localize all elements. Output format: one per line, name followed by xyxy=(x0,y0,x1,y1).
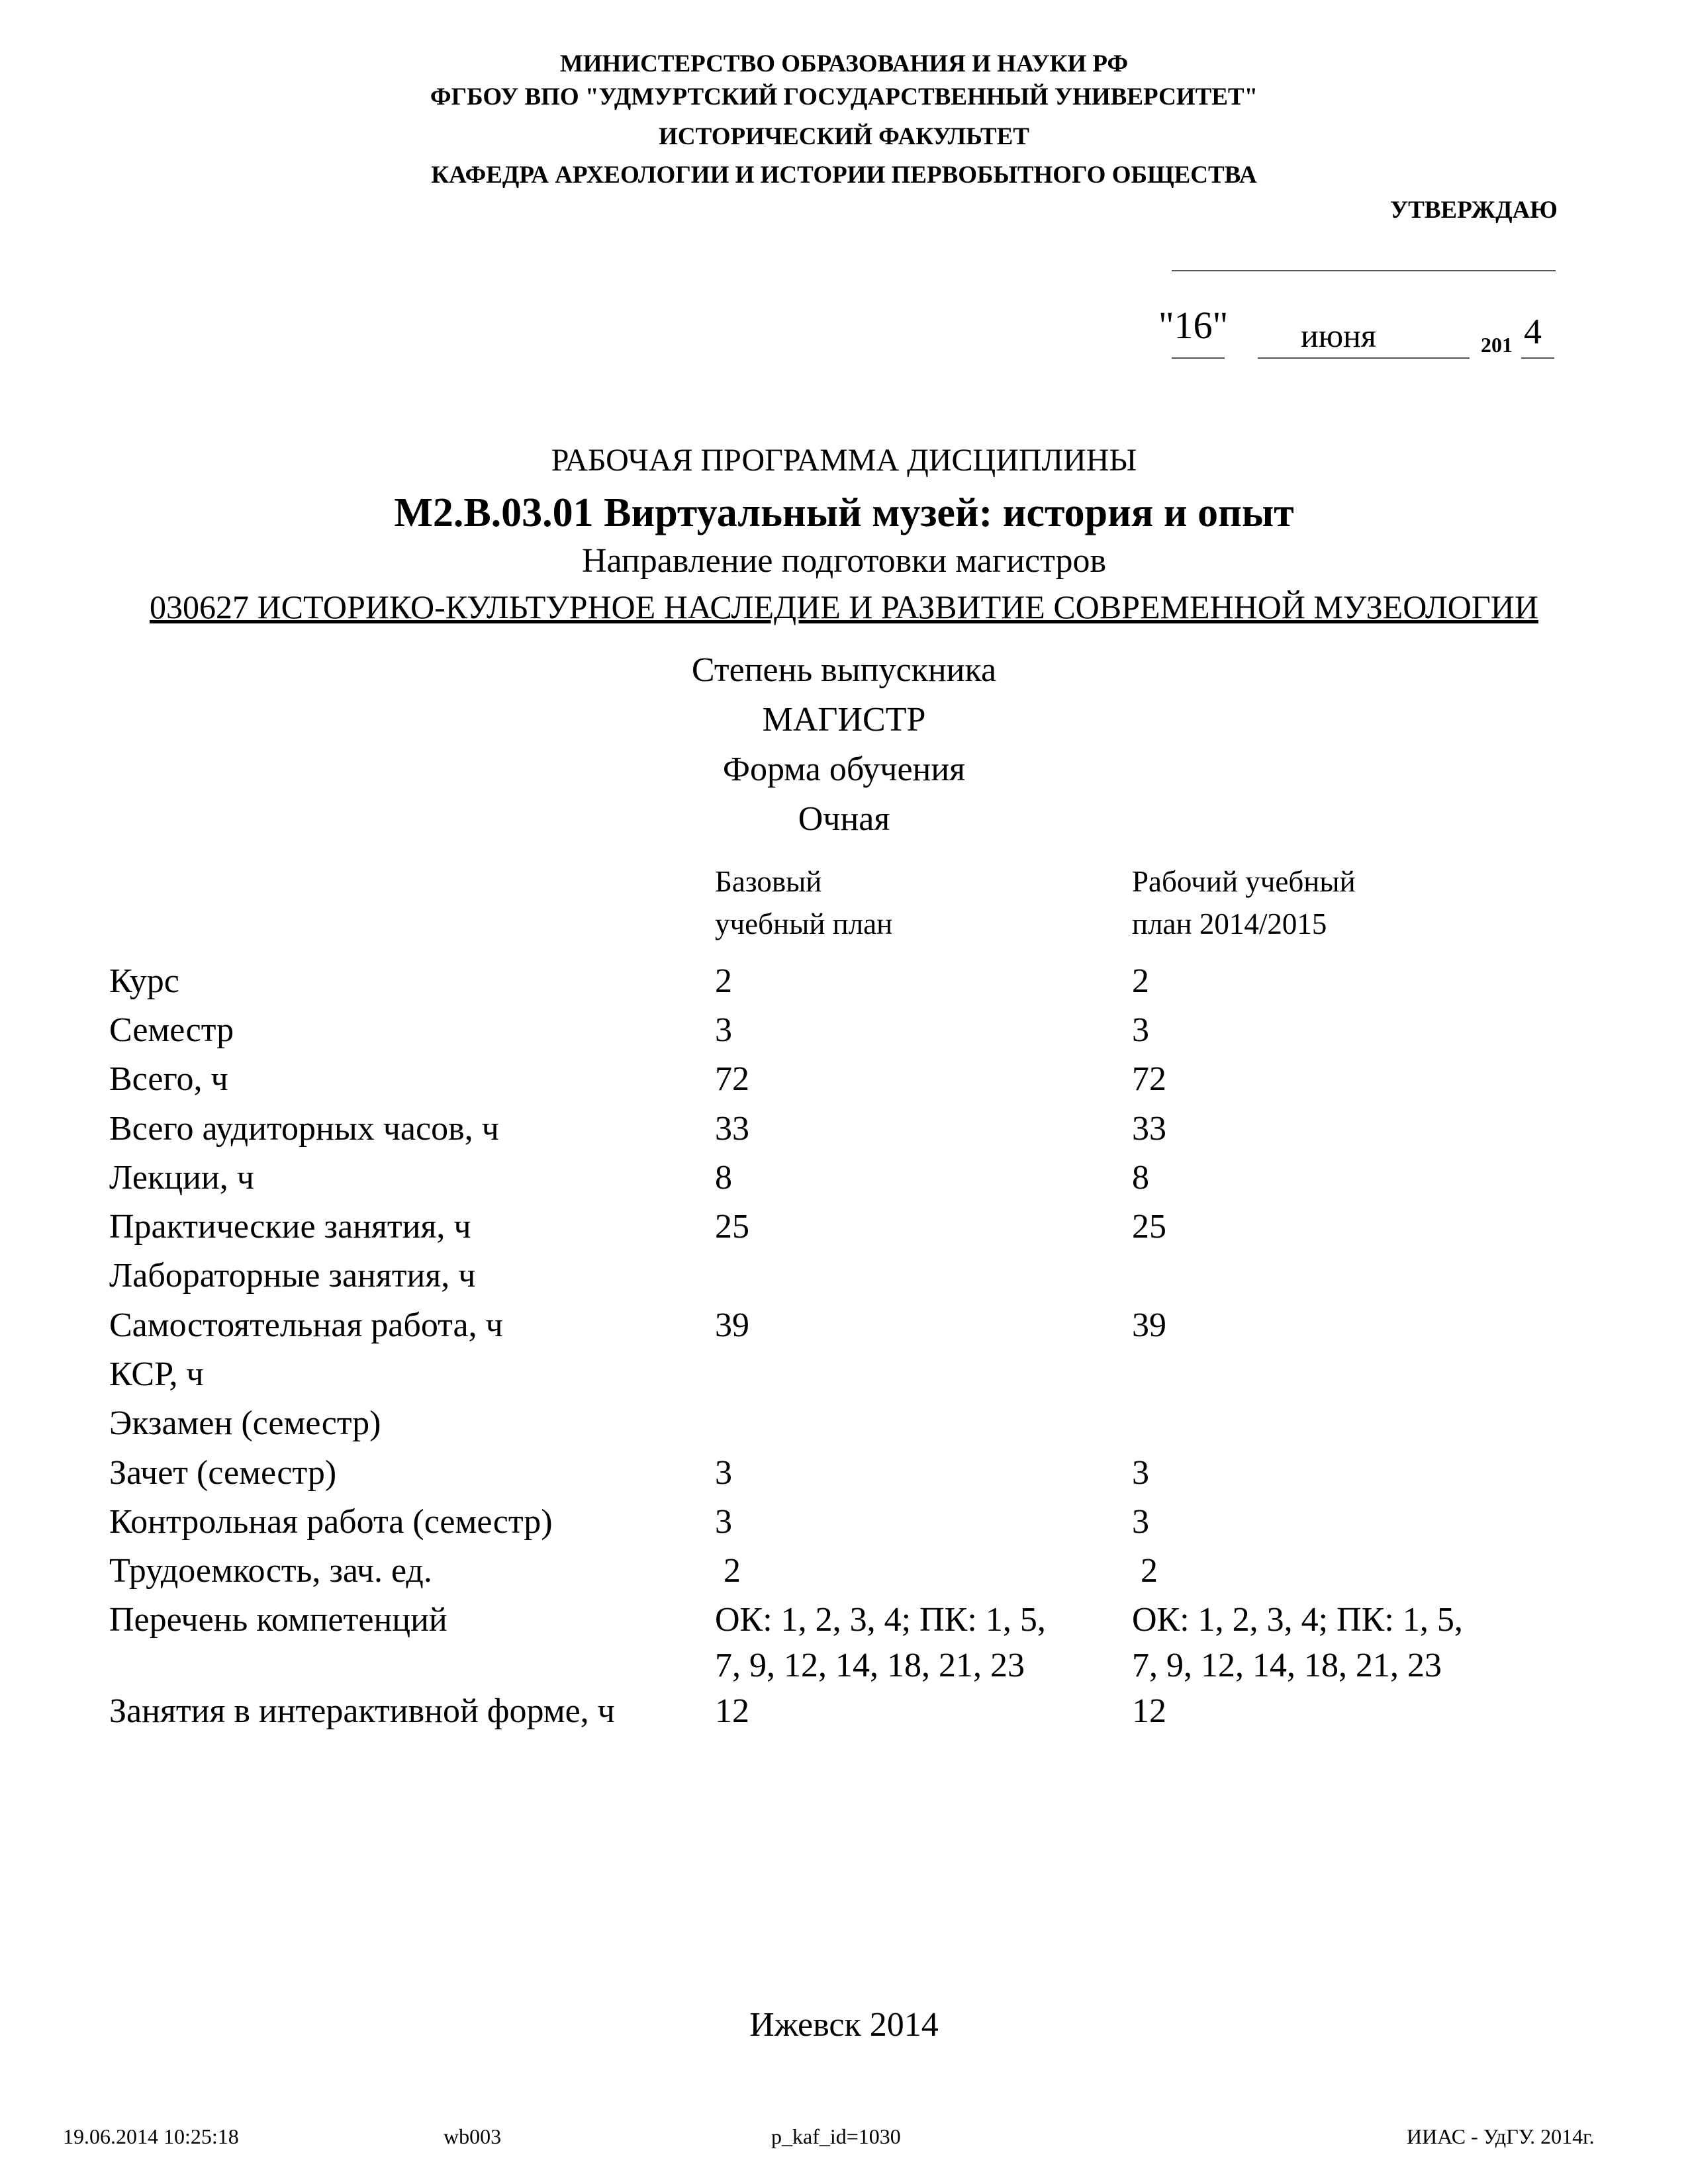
degree-label: Степень выпускника xyxy=(691,651,997,689)
approval-year-suffix: 4 xyxy=(1524,312,1542,351)
footer-datetime: 19.06.2014 10:25:18 xyxy=(63,2124,239,2148)
discipline-title: М2.В.03.01 Виртуальный музей: история и опыт xyxy=(394,490,1294,535)
row-label-self-study: Самостоятельная работа, ч xyxy=(109,1306,503,1344)
row-work-total-hours: 72 xyxy=(1132,1060,1166,1098)
degree-value: МАГИСТР xyxy=(762,701,926,739)
row-label-total-hours: Всего, ч xyxy=(109,1060,228,1098)
row-work-self-study: 39 xyxy=(1132,1306,1166,1344)
row-base-practical: 25 xyxy=(715,1208,749,1246)
row-base-credit-test: 3 xyxy=(715,1454,732,1492)
row-work-control-work: 3 xyxy=(1132,1503,1149,1541)
row-label-laboratory: Лабораторные занятия, ч xyxy=(109,1257,476,1295)
row-base-semester: 3 xyxy=(715,1011,732,1049)
base-plan-header-line2: учебный план xyxy=(715,907,893,940)
row-base-competencies: ОК: 1, 2, 3, 4; ПК: 1, 5, xyxy=(715,1601,1046,1639)
row-work-interactive: 12 xyxy=(1132,1692,1166,1730)
work-plan-header-line1: Рабочий учебный xyxy=(1132,865,1356,898)
day-underline xyxy=(1172,357,1225,359)
row-base-course: 2 xyxy=(715,962,732,1000)
ministry-title: МИНИСТЕРСТВО ОБРАЗОВАНИЯ И НАУКИ РФ xyxy=(559,50,1129,77)
row-work-credit-test: 3 xyxy=(1132,1454,1149,1492)
approval-day: "16" xyxy=(1158,304,1229,347)
row-work-competencies: ОК: 1, 2, 3, 4; ПК: 1, 5, xyxy=(1132,1601,1463,1639)
footer-code: wb003 xyxy=(444,2124,502,2148)
row-base-interactive: 12 xyxy=(715,1692,749,1730)
form-label: Форма обучения xyxy=(722,751,966,788)
row-base-classroom-hours: 33 xyxy=(715,1110,749,1148)
footer-kaf-id: p_kaf_id=1030 xyxy=(771,2124,901,2148)
row-label-competencies: Перечень компетенций xyxy=(109,1601,447,1639)
city-year: Ижевск 2014 xyxy=(749,2006,939,2044)
row-work-credits: 2 xyxy=(1132,1552,1158,1590)
row-label-control-work: Контрольная работа (семестр) xyxy=(109,1503,553,1541)
row-work-classroom-hours: 33 xyxy=(1132,1110,1166,1148)
month-underline xyxy=(1258,357,1470,359)
row-label-lectures: Лекции, ч xyxy=(109,1159,254,1197)
row-label-credits: Трудоемкость, зач. ед. xyxy=(109,1552,432,1590)
approval-label: УТВЕРЖДАЮ xyxy=(1390,197,1558,224)
row-label-credit-test: Зачет (семестр) xyxy=(109,1454,337,1492)
base-plan-header xyxy=(715,860,892,945)
base-plan-header-line1: Базовый xyxy=(715,865,822,898)
direction-label: Направление подготовки магистров xyxy=(581,542,1107,580)
work-plan-header xyxy=(1132,860,1356,945)
row-work-practical: 25 xyxy=(1132,1208,1166,1246)
row-base-self-study: 39 xyxy=(715,1306,749,1344)
row-base-competencies-cont: 7, 9, 12, 14, 18, 21, 23 xyxy=(715,1647,1025,1684)
row-work-semester: 3 xyxy=(1132,1011,1149,1049)
row-work-lectures: 8 xyxy=(1132,1159,1149,1197)
footer-system: ИИАС - УдГУ. 2014г. xyxy=(1407,2124,1595,2148)
form-value: Очная xyxy=(798,800,890,838)
row-work-competencies-cont: 7, 9, 12, 14, 18, 21, 23 xyxy=(1132,1647,1442,1684)
approval-year-prefix: 201 xyxy=(1481,333,1513,357)
signature-line xyxy=(1172,270,1556,271)
row-label-practical: Практические занятия, ч xyxy=(109,1208,471,1246)
row-label-ksr: КСР, ч xyxy=(109,1355,204,1393)
direction-name: 030627 ИСТОРИКО-КУЛЬТУРНОЕ НАСЛЕДИЕ И РАЗВИТИЕ СОВРЕМЕННОЙ МУЗЕОЛОГИИ xyxy=(150,588,1538,625)
row-base-credits: 2 xyxy=(715,1552,741,1590)
work-plan-header-line2: план 2014/2015 xyxy=(1132,907,1327,940)
year-underline xyxy=(1521,357,1554,359)
row-label-classroom-hours: Всего аудиторных часов, ч xyxy=(109,1110,499,1148)
department-title: КАФЕДРА АРХЕОЛОГИИ И ИСТОРИИ ПЕРВОБЫТНОГО ОБЩЕСТВА xyxy=(431,161,1257,189)
row-label-semester: Семестр xyxy=(109,1011,234,1049)
row-label-course: Курс xyxy=(109,962,179,1000)
program-heading: РАБОЧАЯ ПРОГРАММА ДИСЦИПЛИНЫ xyxy=(551,443,1137,478)
row-label-exam: Экзамен (семестр) xyxy=(109,1404,381,1442)
row-base-control-work: 3 xyxy=(715,1503,732,1541)
row-label-interactive: Занятия в интерактивной форме, ч xyxy=(109,1692,615,1730)
row-work-course: 2 xyxy=(1132,962,1149,1000)
row-base-total-hours: 72 xyxy=(715,1060,749,1098)
row-base-lectures: 8 xyxy=(715,1159,732,1197)
approval-month: июня xyxy=(1301,317,1376,354)
university-title: ФГБОУ ВПО "УДМУРТСКИЙ ГОСУДАРСТВЕННЫЙ УНИВЕРСИТЕТ" xyxy=(430,83,1258,111)
faculty-title: ИСТОРИЧЕСКИЙ ФАКУЛЬТЕТ xyxy=(659,123,1029,150)
